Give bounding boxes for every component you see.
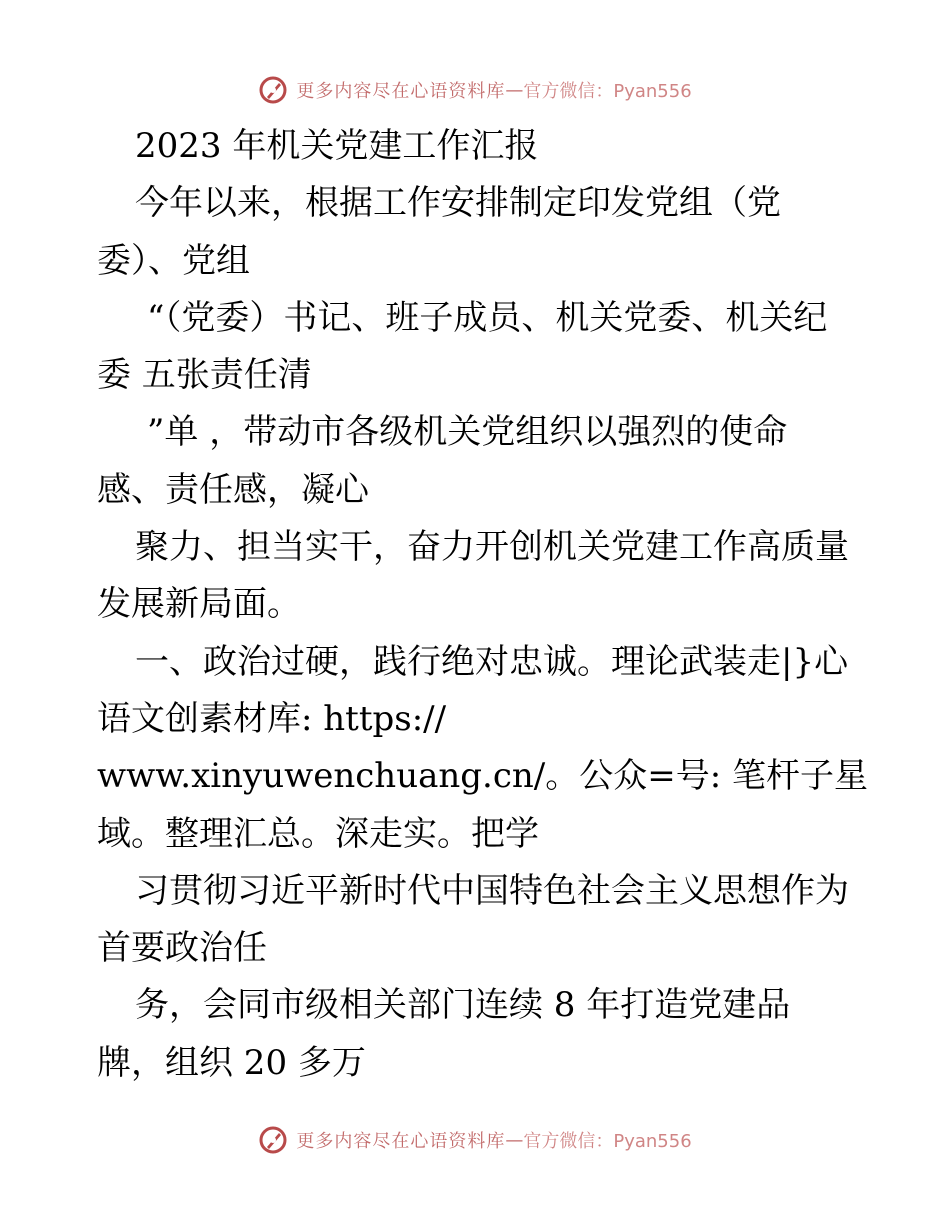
text-line: “（党委）书记、班子成员、机关党委、机关纪 [147, 297, 828, 338]
text-line: 聚力、担当实干，奋力开创机关党建工作高质量 [135, 527, 849, 568]
text-line: 习贯彻习近平新时代中国特色社会主义思想作为 [135, 870, 849, 911]
text-line: 首要政治任 [97, 928, 267, 969]
banner-wechat-text: 官方微信：Pyan556 [523, 1131, 692, 1152]
banner-dash: — [505, 79, 524, 101]
banner-brand-text: 更多内容尽在心语资料库 [296, 1131, 506, 1152]
text-line: 牌，组织 20 多万 [97, 1042, 366, 1083]
banner-dash: — [505, 1129, 524, 1151]
text-line: 委 五张责任清 [97, 355, 312, 396]
url-line: www.xinyuwenchuang.cn/。公众=号: 笔杆子星 [97, 756, 868, 797]
text-line: 域。整理汇总。深走实。把学 [97, 813, 539, 854]
text-line: 务，会同市级相关部门连续 8 年打造党建品 [135, 985, 791, 1026]
quill-pen-circle-icon [258, 75, 288, 105]
text-line: 感、责任感，凝心 [97, 469, 369, 510]
text-line: 今年以来，根据工作安排制定印发党组（党 [135, 183, 781, 224]
text-line: 语文创素材库: https:// [97, 698, 447, 739]
document-title: 2023 年机关党建工作汇报 [135, 126, 539, 166]
footer-watermark-banner [0, 1120, 950, 1160]
text-line: ”单 ，带动市各级机关党组织以强烈的使命 [147, 412, 788, 453]
banner-wechat-text: 官方微信：Pyan556 [523, 81, 692, 102]
text-line: 委）、党组 [97, 240, 250, 281]
header-watermark-banner [0, 70, 950, 110]
document-body [97, 118, 897, 1092]
section-heading-line: 一、政治过硬，践行绝对忠诚。理论武装走|}心 [135, 641, 849, 682]
quill-pen-circle-icon [258, 1125, 288, 1155]
banner-brand-text: 更多内容尽在心语资料库 [296, 81, 506, 102]
text-line: 发展新局面。 [97, 584, 301, 625]
